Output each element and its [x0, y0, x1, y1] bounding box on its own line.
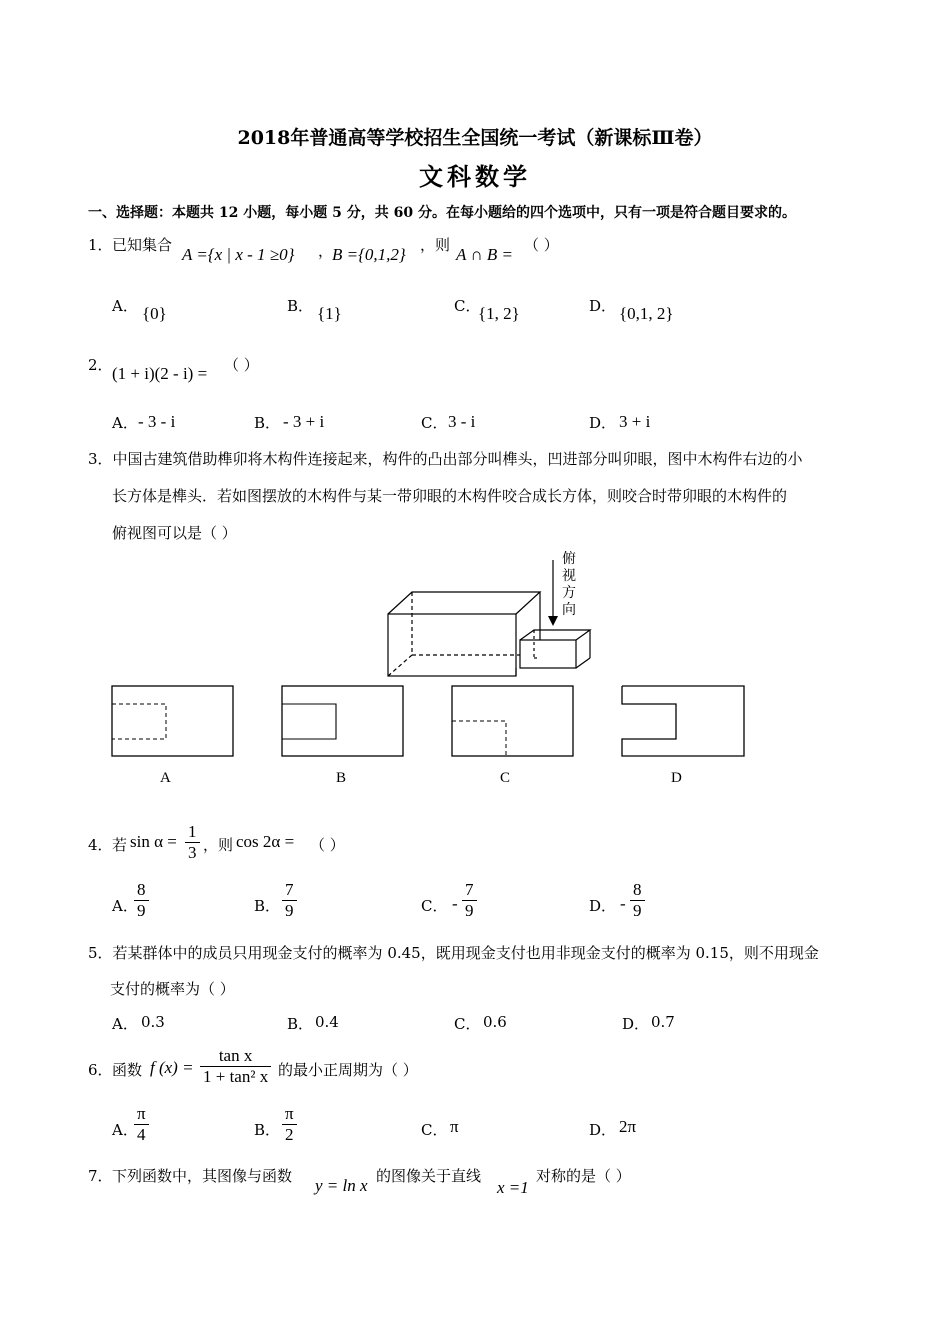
q5-line-1: 5．若某群体中的成员只用现金支付的概率为 0.45，既用现金支付也用非现金支付的概率为 0.15，则不用现金 [88, 944, 819, 962]
view-direction-char: 方 [562, 585, 576, 601]
view-c [452, 686, 573, 756]
q4-option-c: $\frac{7}{9}$ [462, 880, 477, 921]
q7-prefix: 下列函数中，其图像与函数 [112, 1167, 293, 1185]
q2-option-a-label: A． [112, 414, 138, 432]
exam-title: 2018年普通高等学校招生全国统一考试（新课标Ⅲ卷） [237, 127, 713, 149]
q2-option-d-label: D． [589, 414, 617, 432]
q6-option-c-label: C． [421, 1121, 448, 1139]
q5-line-2: 支付的概率为（ ） [110, 980, 235, 998]
view-label-b: B [336, 770, 347, 786]
q2-paren: （ ） [224, 356, 259, 374]
q1-option-d: {0,1, 2} [619, 304, 674, 323]
q2-expression: (1 + i)(2 - i) = [112, 364, 208, 383]
q6-fraction-den: 1 + tan² x [203, 1067, 269, 1086]
q3-line-1: 3．中国古建筑借助榫卯将木构件连接起来，构件的凸出部分叫榫头，凹进部分叫卯眼，图中木构件右边的小 [88, 450, 803, 468]
q3-line-3: 俯视图可以是（ ） [112, 524, 237, 542]
q4-option-d-label: D． [589, 897, 617, 915]
view-a [112, 686, 233, 756]
q4-mid: ，则 [203, 836, 234, 854]
q5-option-c: 0.6 [483, 1013, 507, 1031]
q2-option-b: - 3 + i [283, 412, 325, 431]
q1-option-c-label: C． [454, 297, 481, 315]
view-label-d: D [671, 770, 682, 786]
q7-function: y = ln x [315, 1176, 368, 1195]
q4-fraction [185, 822, 200, 863]
q2-option-b-label: B． [254, 414, 281, 432]
q7-suffix: 对称的是（ ） [536, 1167, 631, 1185]
q4-fraction-den: 3 [188, 843, 197, 862]
q6-option-b: $\frac{\pi}{2}$ [282, 1104, 297, 1145]
q1-set-a: A ={x | x - 1 ≥0} [182, 245, 295, 264]
q4-option-d-sign: - [620, 894, 626, 913]
q6-option-a: $\frac{\pi}{4}$ [134, 1104, 149, 1145]
q5-option-b: 0.4 [315, 1013, 339, 1031]
q1-option-a: {0} [142, 304, 167, 323]
q4-sin: sin α = [130, 832, 177, 851]
q4-option-d: $\frac{8}{9}$ [630, 880, 645, 921]
q6-option-b-label: B． [254, 1121, 281, 1139]
q1-option-c: {1, 2} [478, 304, 520, 323]
q5-option-c-label: C． [454, 1015, 481, 1033]
q1-option-b-label: B． [287, 297, 314, 315]
view-d [622, 686, 744, 756]
q1-option-a-label: A． [112, 297, 138, 315]
q1-set-b: B ={0,1,2} [332, 245, 406, 264]
q6-fraction-num: tan x [200, 1046, 271, 1067]
q6-number: 6． [88, 1061, 113, 1079]
q1-prefix: 已知集合 [112, 236, 173, 254]
q2-number: 2． [88, 356, 113, 374]
view-direction-char: 向 [562, 602, 576, 618]
q4-fraction-num: 1 [185, 822, 200, 843]
q6-option-d-label: D． [589, 1121, 617, 1139]
q4-option-c-sign: - [452, 894, 458, 913]
q4-option-a-label: A． [112, 897, 138, 915]
q1-comma: ， [318, 242, 334, 260]
q5-option-b-label: B． [287, 1015, 314, 1033]
q6-option-c: π [450, 1117, 459, 1136]
view-direction-char: 视 [562, 568, 576, 584]
q5-option-a-label: A． [112, 1015, 138, 1033]
q7-line: x =1 [497, 1178, 529, 1197]
q1-then: ，则 [420, 236, 451, 254]
q7-mid: 的图像关于直线 [376, 1167, 482, 1185]
q6-fraction [200, 1046, 271, 1087]
view-label-a: A [160, 770, 171, 786]
q4-paren: （ ） [310, 836, 345, 854]
q1-number: 1． [88, 236, 113, 254]
q4-option-b-label: B． [254, 897, 281, 915]
q4-number: 4． [88, 836, 113, 854]
q6-option-a-label: A． [112, 1121, 138, 1139]
q4-cos: cos 2α = [236, 832, 295, 851]
q1-option-d-label: D． [589, 297, 617, 315]
q6-option-d: 2π [619, 1117, 637, 1136]
q6-suffix: 的最小正周期为（ ） [278, 1061, 418, 1079]
q6-function: f (x) = [150, 1058, 194, 1077]
q5-option-d-label: D． [622, 1015, 650, 1033]
q1-paren: （ ） [524, 236, 559, 254]
view-direction-char: 俯 [562, 551, 576, 567]
q4-option-b: $\frac{7}{9}$ [282, 880, 297, 921]
q2-option-c: 3 - i [448, 412, 476, 431]
section-heading: 一、选择题：本题共 12 小题，每小题 5 分，共 60 分。在每小题给的四个选项中，只有一项是符合题目要求的。 [88, 205, 796, 221]
q6-prefix: 函数 [112, 1061, 143, 1079]
q1-expression: A ∩ B = [456, 245, 513, 264]
q4-option-c-label: C． [421, 897, 448, 915]
q7-number: 7． [88, 1167, 113, 1185]
q1-option-b: {1} [317, 304, 342, 323]
q2-option-d: 3 + i [619, 412, 651, 431]
q2-option-a: - 3 - i [138, 412, 176, 431]
q2-option-c-label: C． [421, 414, 448, 432]
q4-option-a: $\frac{8}{9}$ [134, 880, 149, 921]
view-label-c: C [500, 770, 511, 786]
view-b [282, 686, 403, 756]
q4-prefix: 若 [112, 836, 128, 854]
exam-subtitle: 文科数学 [419, 162, 531, 191]
q5-option-a: 0.3 [141, 1013, 165, 1031]
q5-option-d: 0.7 [651, 1013, 675, 1031]
q3-line-2: 长方体是榫头．若如图摆放的木构件与某一带卯眼的木构件咬合成长方体，则咬合时带卯眼的木构件的 [112, 487, 788, 505]
